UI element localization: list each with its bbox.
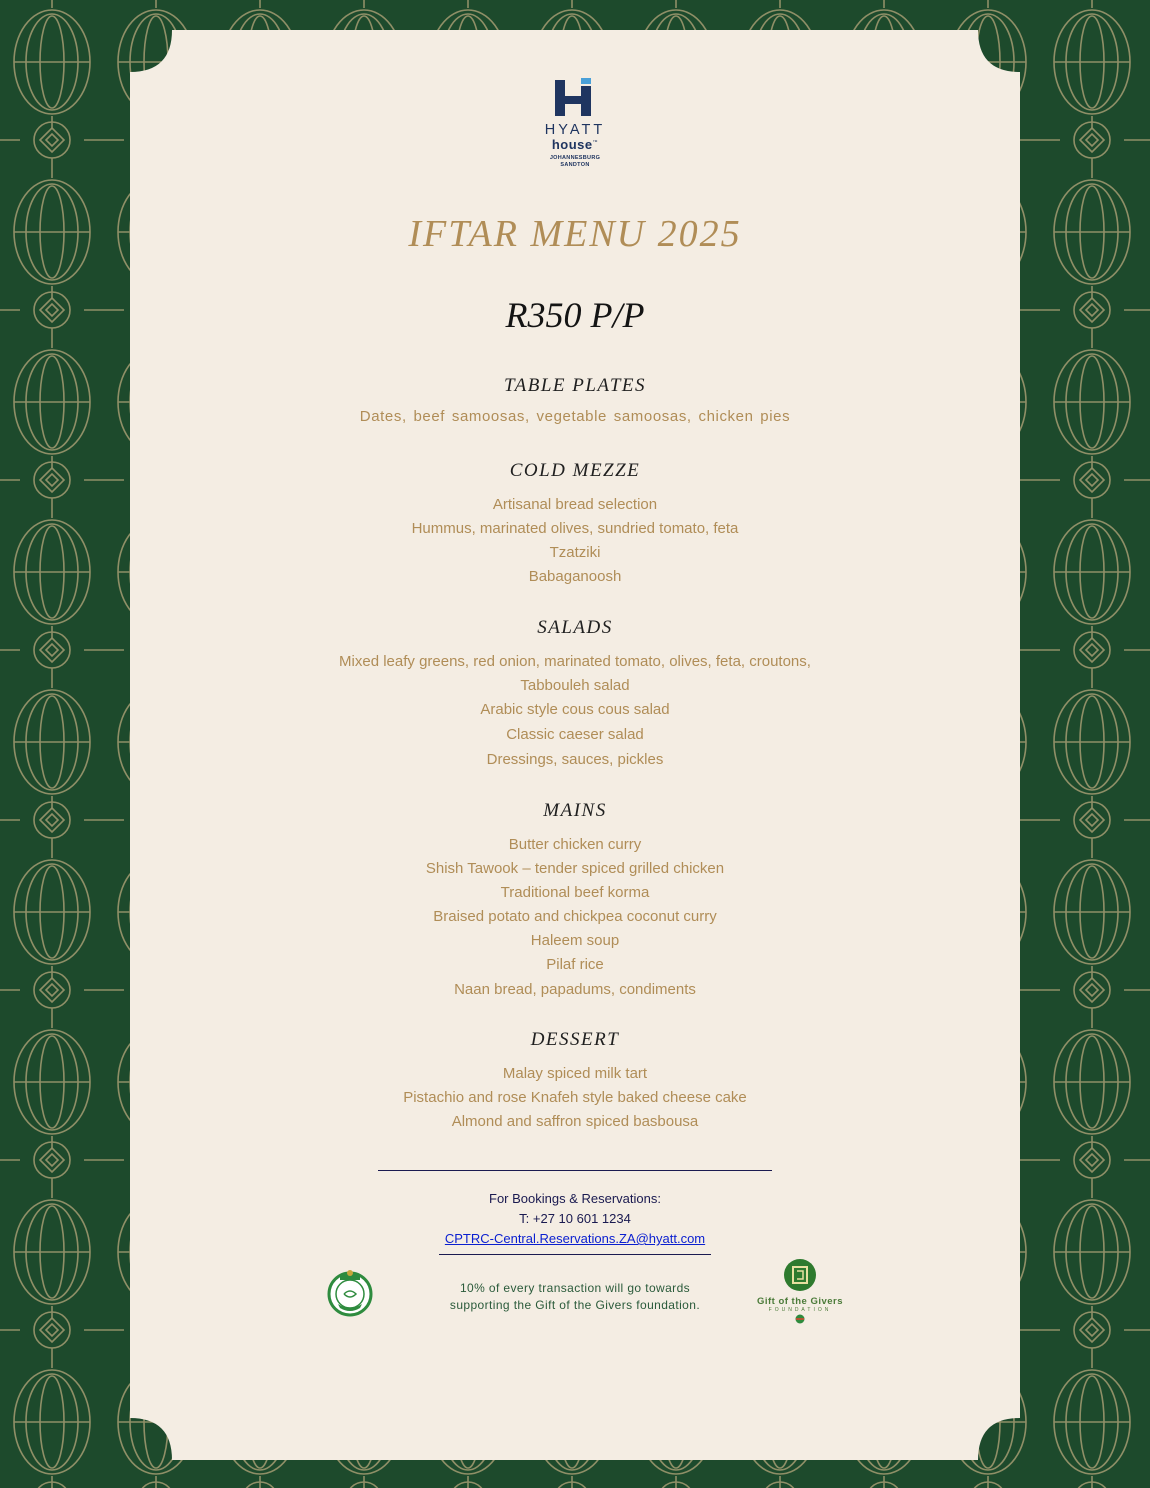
menu-item: Braised potato and chickpea coconut curry [433,908,717,925]
menu-item: Pistachio and rose Knafeh style baked cheese cake [403,1089,747,1106]
hyatt-house-logo [525,78,625,169]
menu-item: Traditional beef korma [500,884,650,901]
menu-item: Pilaf rice [546,956,604,973]
section-heading-dessert: DESSERT [530,1029,620,1050]
menu-title: IFTAR MENU 2025 [408,213,742,255]
gotg-foundation: FOUNDATION [768,1307,832,1313]
halaal-seal-icon [326,1268,374,1318]
brand-city: JOHANNESBURG SANDTON [549,155,601,168]
menu-item: Shish Tawook – tender spiced grilled chicken [425,860,725,877]
gift-of-the-givers-emblem-icon [783,1258,817,1292]
brand-name: HYATT [544,122,606,138]
menu-item: Arabic style cous cous salad [480,701,670,718]
section-heading-mains: MAINS [543,800,607,821]
email-underline [439,1254,711,1255]
menu-item: Dates, beef samoosas, vegetable samoosas, chicken pies [359,408,791,425]
bookings-label: For Bookings & Reservations: [489,1191,661,1206]
menu-item: Hummus, marinated olives, sundried tomato, feta [411,520,739,537]
menu-item: Mixed leafy greens, red onion, marinated tomato, olives, feta, croutons, [339,653,811,670]
bookings-email-link[interactable]: CPTRC-Central.Reservations.ZA@hyatt.com [444,1231,706,1246]
bookings-phone: T: +27 10 601 1234 [519,1211,631,1226]
charity-note: 10% of every transaction will go towards supporting the Gift of the Givers foundation. [449,1281,701,1312]
menu-item: Almond and saffron spiced basbousa [451,1113,699,1130]
section-heading-salads: SALADS [537,617,613,638]
menu-item: Dressings, sauces, pickles [486,751,664,768]
hyatt-h-icon [555,78,595,118]
menu-item: Tzatziki [549,544,601,561]
menu-item: Naan bread, papadums, condiments [454,981,696,998]
flag-badge-icon [795,1314,805,1324]
menu-item: Babaganoosh [528,568,622,585]
menu-item: Tabbouleh salad [520,677,630,694]
gift-of-the-givers-logo [750,1258,850,1324]
section-heading-cold-mezze: COLD MEZZE [509,460,641,481]
gotg-name: Gift of the Givers [756,1296,844,1307]
section-heading-table-plates: TABLE PLATES [503,375,647,396]
menu-item: Malay spiced milk tart [502,1065,648,1082]
brand-sub: house™ [551,137,599,152]
menu-item: Artisanal bread selection [492,496,658,513]
bookings-email-row [130,1229,1020,1249]
menu-card [130,30,1020,1460]
menu-item: Haleem soup [530,932,620,949]
divider [378,1170,772,1171]
menu-price: R350 P/P [505,295,645,335]
menu-item: Butter chicken curry [508,836,642,853]
menu-item: Classic caeser salad [506,726,644,743]
